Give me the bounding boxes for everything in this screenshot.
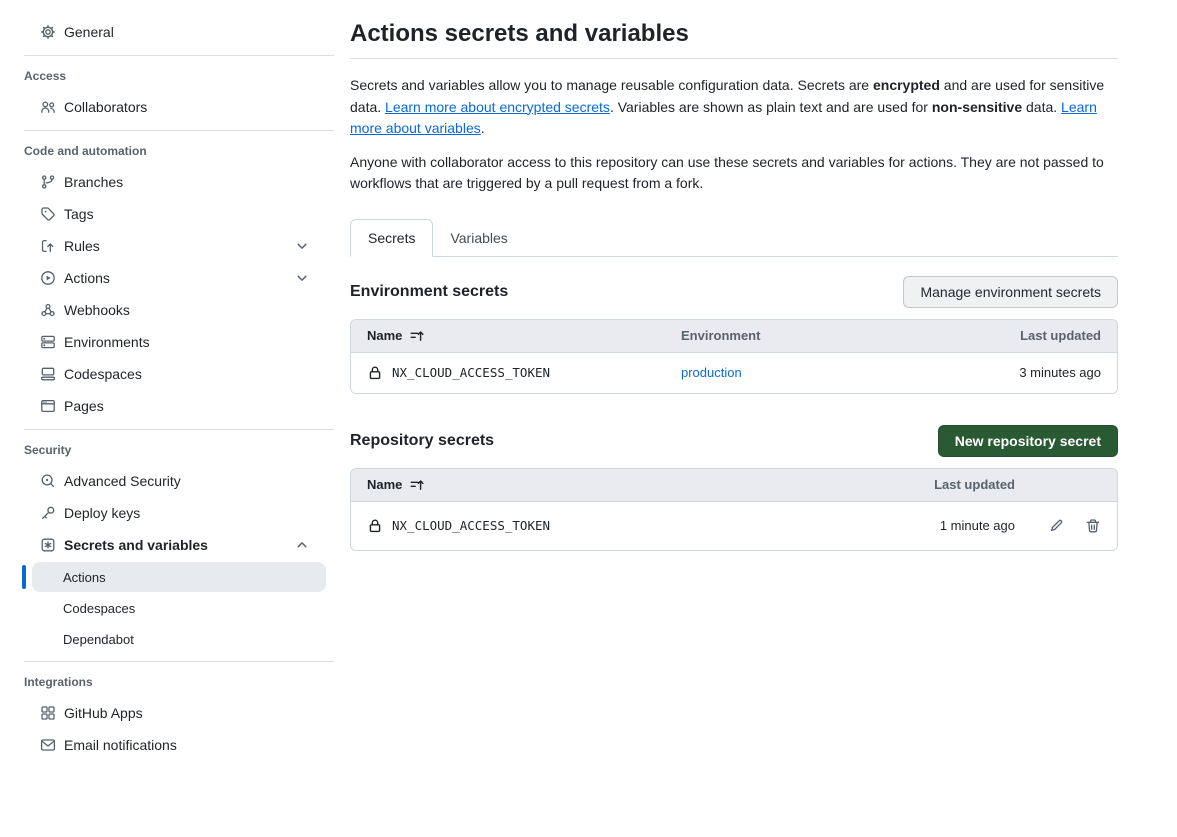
sidebar-item-github-apps[interactable] bbox=[0, 697, 334, 729]
intro-text: . bbox=[480, 120, 485, 136]
sidebar-section-security: Security bbox=[24, 443, 72, 457]
gear-icon bbox=[40, 24, 56, 40]
main-content bbox=[334, 0, 1177, 761]
chevron-down-icon[interactable] bbox=[294, 238, 310, 254]
environment-secrets-heading: Environment secrets bbox=[350, 282, 509, 300]
intro-paragraph bbox=[350, 75, 1118, 140]
webhook-icon bbox=[40, 302, 56, 318]
sidebar-item-label: Secrets and variables bbox=[64, 537, 208, 553]
codescan-icon bbox=[40, 473, 56, 489]
edit-secret-button[interactable] bbox=[1048, 518, 1064, 534]
sidebar-item-label: Codespaces bbox=[64, 366, 142, 382]
new-repository-secret-button[interactable]: New repository secret bbox=[938, 425, 1118, 457]
mail-icon bbox=[40, 737, 56, 753]
intro-bold-non-sensitive: non-sensitive bbox=[931, 98, 1023, 115]
collaborator-access-paragraph: Anyone with collaborator access to this repository can use these secrets and variables for actions. They are not passed to workflows that are triggered by a pull request from a fork. bbox=[350, 153, 1104, 191]
sidebar-item-label: Rules bbox=[64, 238, 100, 254]
sort-asc-icon bbox=[409, 328, 425, 344]
chevron-down-icon[interactable] bbox=[294, 270, 310, 286]
sidebar-item-rules[interactable] bbox=[0, 230, 334, 262]
tag-icon bbox=[40, 206, 56, 222]
intro-text: and are used for sensitive data. bbox=[350, 77, 1105, 115]
apps-icon bbox=[40, 705, 56, 721]
play-icon bbox=[40, 270, 56, 286]
column-header-label: Name bbox=[367, 477, 403, 492]
column-header-label: Name bbox=[367, 328, 403, 343]
sidebar-item-secrets-and-variables[interactable] bbox=[0, 529, 334, 561]
tab-variables[interactable]: Variables bbox=[450, 229, 508, 246]
sidebar-section-access: Access bbox=[24, 69, 67, 83]
settings-sidebar bbox=[0, 0, 334, 761]
sidebar-subitem-dependabot[interactable] bbox=[32, 624, 326, 654]
table-row bbox=[351, 502, 1117, 550]
sidebar-item-actions[interactable] bbox=[0, 262, 334, 294]
sidebar-item-codespaces[interactable] bbox=[0, 358, 334, 390]
sidebar-item-tags[interactable] bbox=[0, 198, 334, 230]
column-header-name[interactable] bbox=[367, 328, 681, 344]
chevron-up-icon[interactable] bbox=[294, 537, 310, 553]
manage-environment-secrets-button[interactable]: Manage environment secrets bbox=[903, 276, 1118, 308]
asterisk-box-icon bbox=[40, 537, 56, 553]
sidebar-item-label: Collaborators bbox=[64, 99, 148, 115]
repository-secrets-heading: Repository secrets bbox=[350, 431, 495, 449]
sidebar-item-label: Actions bbox=[64, 270, 110, 286]
last-updated-value: 3 minutes ago bbox=[1019, 365, 1101, 380]
pencil-icon bbox=[1048, 518, 1064, 534]
sidebar-item-label: Deploy keys bbox=[64, 505, 141, 521]
sidebar-subitem-label: Dependabot bbox=[63, 631, 134, 647]
sidebar-section-code-and-automation: Code and automation bbox=[24, 144, 147, 158]
environment-secrets-table-header bbox=[351, 320, 1117, 353]
server-icon bbox=[40, 334, 56, 350]
sidebar-item-label: Webhooks bbox=[64, 302, 130, 318]
sidebar-item-environments[interactable] bbox=[0, 326, 334, 358]
sidebar-item-collaborators[interactable] bbox=[0, 91, 334, 123]
repository-secrets-header bbox=[350, 425, 1118, 457]
sidebar-item-label: Email notifications bbox=[64, 737, 177, 753]
sidebar-item-label: Tags bbox=[64, 206, 94, 222]
page-title: Actions secrets and variables bbox=[350, 0, 1118, 59]
sort-asc-icon bbox=[409, 477, 425, 493]
secret-name: NX_CLOUD_ACCESS_TOKEN bbox=[392, 518, 551, 533]
table-row bbox=[351, 353, 1117, 393]
learn-more-encrypted-secrets-link[interactable]: Learn more about encrypted secrets bbox=[385, 98, 610, 115]
sidebar-item-label: Advanced Security bbox=[64, 473, 181, 489]
repository-secrets-table-header bbox=[351, 469, 1117, 502]
tab-secrets[interactable]: Secrets bbox=[350, 219, 433, 257]
trash-icon bbox=[1085, 518, 1101, 534]
sidebar-subitem-actions[interactable] bbox=[32, 562, 326, 592]
lock-icon bbox=[367, 518, 383, 534]
sidebar-section-integrations: Integrations bbox=[24, 675, 93, 689]
column-header-last-updated: Last updated bbox=[934, 477, 1015, 492]
sidebar-item-general[interactable] bbox=[0, 16, 334, 48]
row-actions bbox=[1015, 518, 1101, 534]
environment-link[interactable]: production bbox=[681, 365, 742, 380]
sidebar-subitem-label: Actions bbox=[63, 569, 106, 585]
sidebar-item-pages[interactable] bbox=[0, 390, 334, 422]
intro-text: Secrets and variables allow you to manage reusable configuration data. Secrets are bbox=[350, 77, 873, 93]
environment-secrets-header bbox=[350, 276, 1118, 308]
secret-name: NX_CLOUD_ACCESS_TOKEN bbox=[392, 365, 551, 380]
sidebar-divider bbox=[24, 55, 334, 56]
lock-icon bbox=[367, 365, 383, 381]
environment-secrets-table bbox=[350, 319, 1118, 394]
sidebar-subitem-label: Codespaces bbox=[63, 600, 136, 616]
column-header-last-updated: Last updated bbox=[1020, 328, 1101, 343]
sidebar-item-advanced-security[interactable] bbox=[0, 465, 334, 497]
intro-text: . Variables are shown as plain text and are used for bbox=[609, 98, 932, 115]
browser-icon bbox=[40, 398, 56, 414]
people-icon bbox=[40, 99, 56, 115]
learn-more-variables-link[interactable]: Learn more about variables bbox=[350, 98, 1097, 136]
sidebar-item-deploy-keys[interactable] bbox=[0, 497, 334, 529]
sidebar-divider bbox=[24, 130, 334, 131]
rules-icon bbox=[40, 238, 56, 254]
intro-text: data. bbox=[1022, 98, 1062, 115]
sidebar-item-label: Environments bbox=[64, 334, 150, 350]
sidebar-item-label: General bbox=[64, 24, 114, 40]
sidebar-divider bbox=[24, 661, 334, 662]
last-updated-value: 1 minute ago bbox=[939, 518, 1015, 533]
sidebar-item-email-notifications[interactable] bbox=[0, 729, 334, 761]
secret-name-cell bbox=[367, 365, 681, 381]
codespaces-icon bbox=[40, 366, 56, 382]
sidebar-item-label: GitHub Apps bbox=[64, 705, 143, 721]
sidebar-divider bbox=[24, 429, 334, 430]
column-header-environment: Environment bbox=[681, 328, 761, 343]
secret-name-cell bbox=[367, 518, 940, 534]
repository-secrets-table bbox=[350, 468, 1118, 551]
sidebar-item-webhooks[interactable] bbox=[0, 294, 334, 326]
sidebar-item-label: Branches bbox=[64, 174, 124, 190]
intro-bold-encrypted: encrypted bbox=[872, 77, 940, 93]
secrets-variables-tabs bbox=[350, 219, 1118, 257]
sidebar-item-label: Pages bbox=[64, 398, 104, 414]
key-icon bbox=[40, 505, 56, 521]
delete-secret-button[interactable] bbox=[1085, 518, 1101, 534]
sidebar-subitem-codespaces[interactable] bbox=[32, 593, 326, 623]
git-branch-icon bbox=[40, 174, 56, 190]
column-header-name[interactable] bbox=[367, 477, 934, 493]
sidebar-item-branches[interactable] bbox=[0, 166, 334, 198]
